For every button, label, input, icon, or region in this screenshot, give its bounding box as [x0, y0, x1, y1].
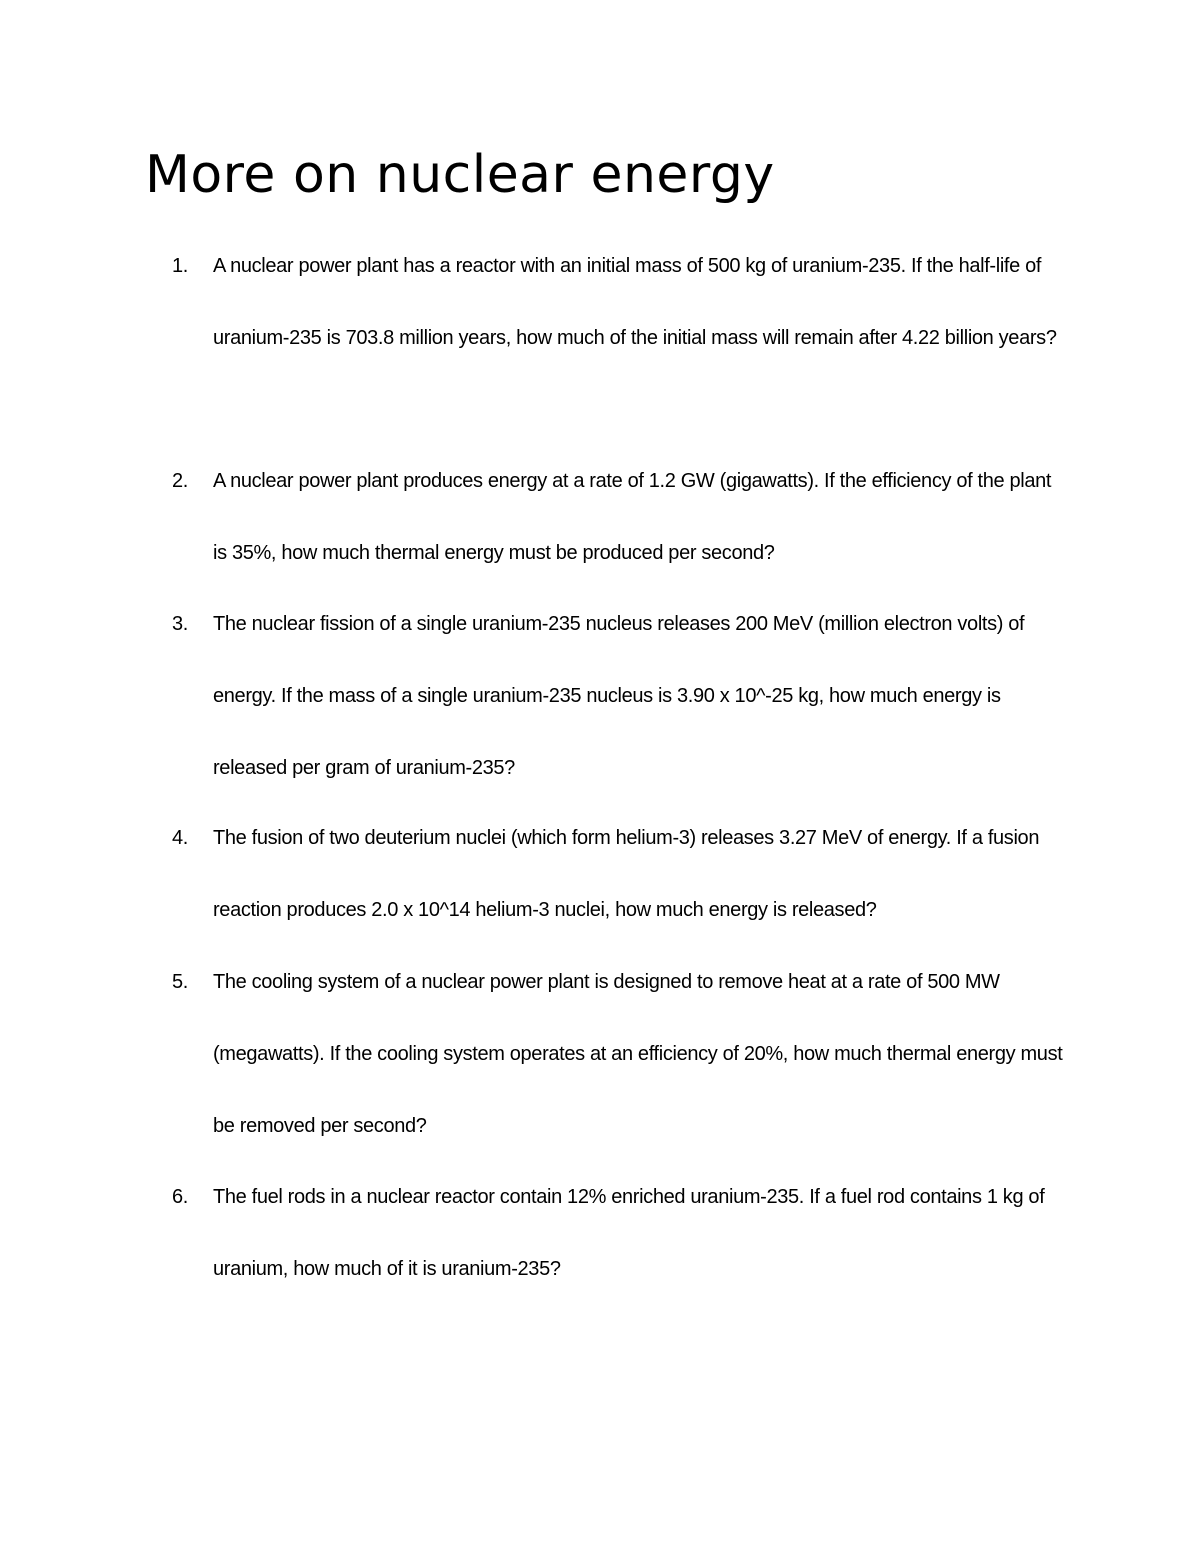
question-number: 2. [172, 470, 188, 492]
document-title: More on nuclear energy [145, 145, 775, 205]
question-text: A nuclear power plant produces energy at a rate of 1.2 GW (gigawatts). If the efficiency of the plant is 35%, how much thermal energy must be produced per second? [213, 470, 1052, 564]
question-item [172, 445, 1072, 589]
question-text: The cooling system of a nuclear power plant is designed to remove heat at a rate of 500 MW (megawatts). If the cooling system operates at an efficiency of 20%, how much thermal energy must be removed per second? [213, 971, 1063, 1137]
question-item [172, 946, 1072, 1162]
question-text: The fuel rods in a nuclear reactor contain 12% enriched uranium-235. If a fuel rod contains 1 kg of uranium, how much of it is uranium-235? [213, 1186, 1045, 1280]
question-number: 4. [172, 827, 188, 849]
question-text: The nuclear fission of a single uranium-235 nucleus releases 200 MeV (million electron volts) of energy. If the mass of a single uranium-235 nucleus is 3.90 x 10^-25 kg, how much energy is released per gram of uranium-235? [213, 613, 1025, 779]
question-number: 3. [172, 613, 188, 635]
question-item [172, 1161, 1072, 1305]
question-number: 5. [172, 971, 188, 993]
question-text: A nuclear power plant has a reactor with an initial mass of 500 kg of uranium-235. If the half-life of uranium-235 is 703.8 million years, how much of the initial mass will remain after 4.22 billion years? [213, 255, 1057, 349]
question-item [172, 588, 1072, 804]
question-number: 1. [172, 255, 188, 277]
question-item [172, 802, 1072, 946]
question-item [172, 230, 1072, 374]
question-number: 6. [172, 1186, 188, 1208]
question-text: The fusion of two deuterium nuclei (which form helium-3) releases 3.27 MeV of energy. If a fusion reaction produces 2.0 x 10^14 helium-3 nuclei, how much energy is released? [213, 827, 1040, 921]
